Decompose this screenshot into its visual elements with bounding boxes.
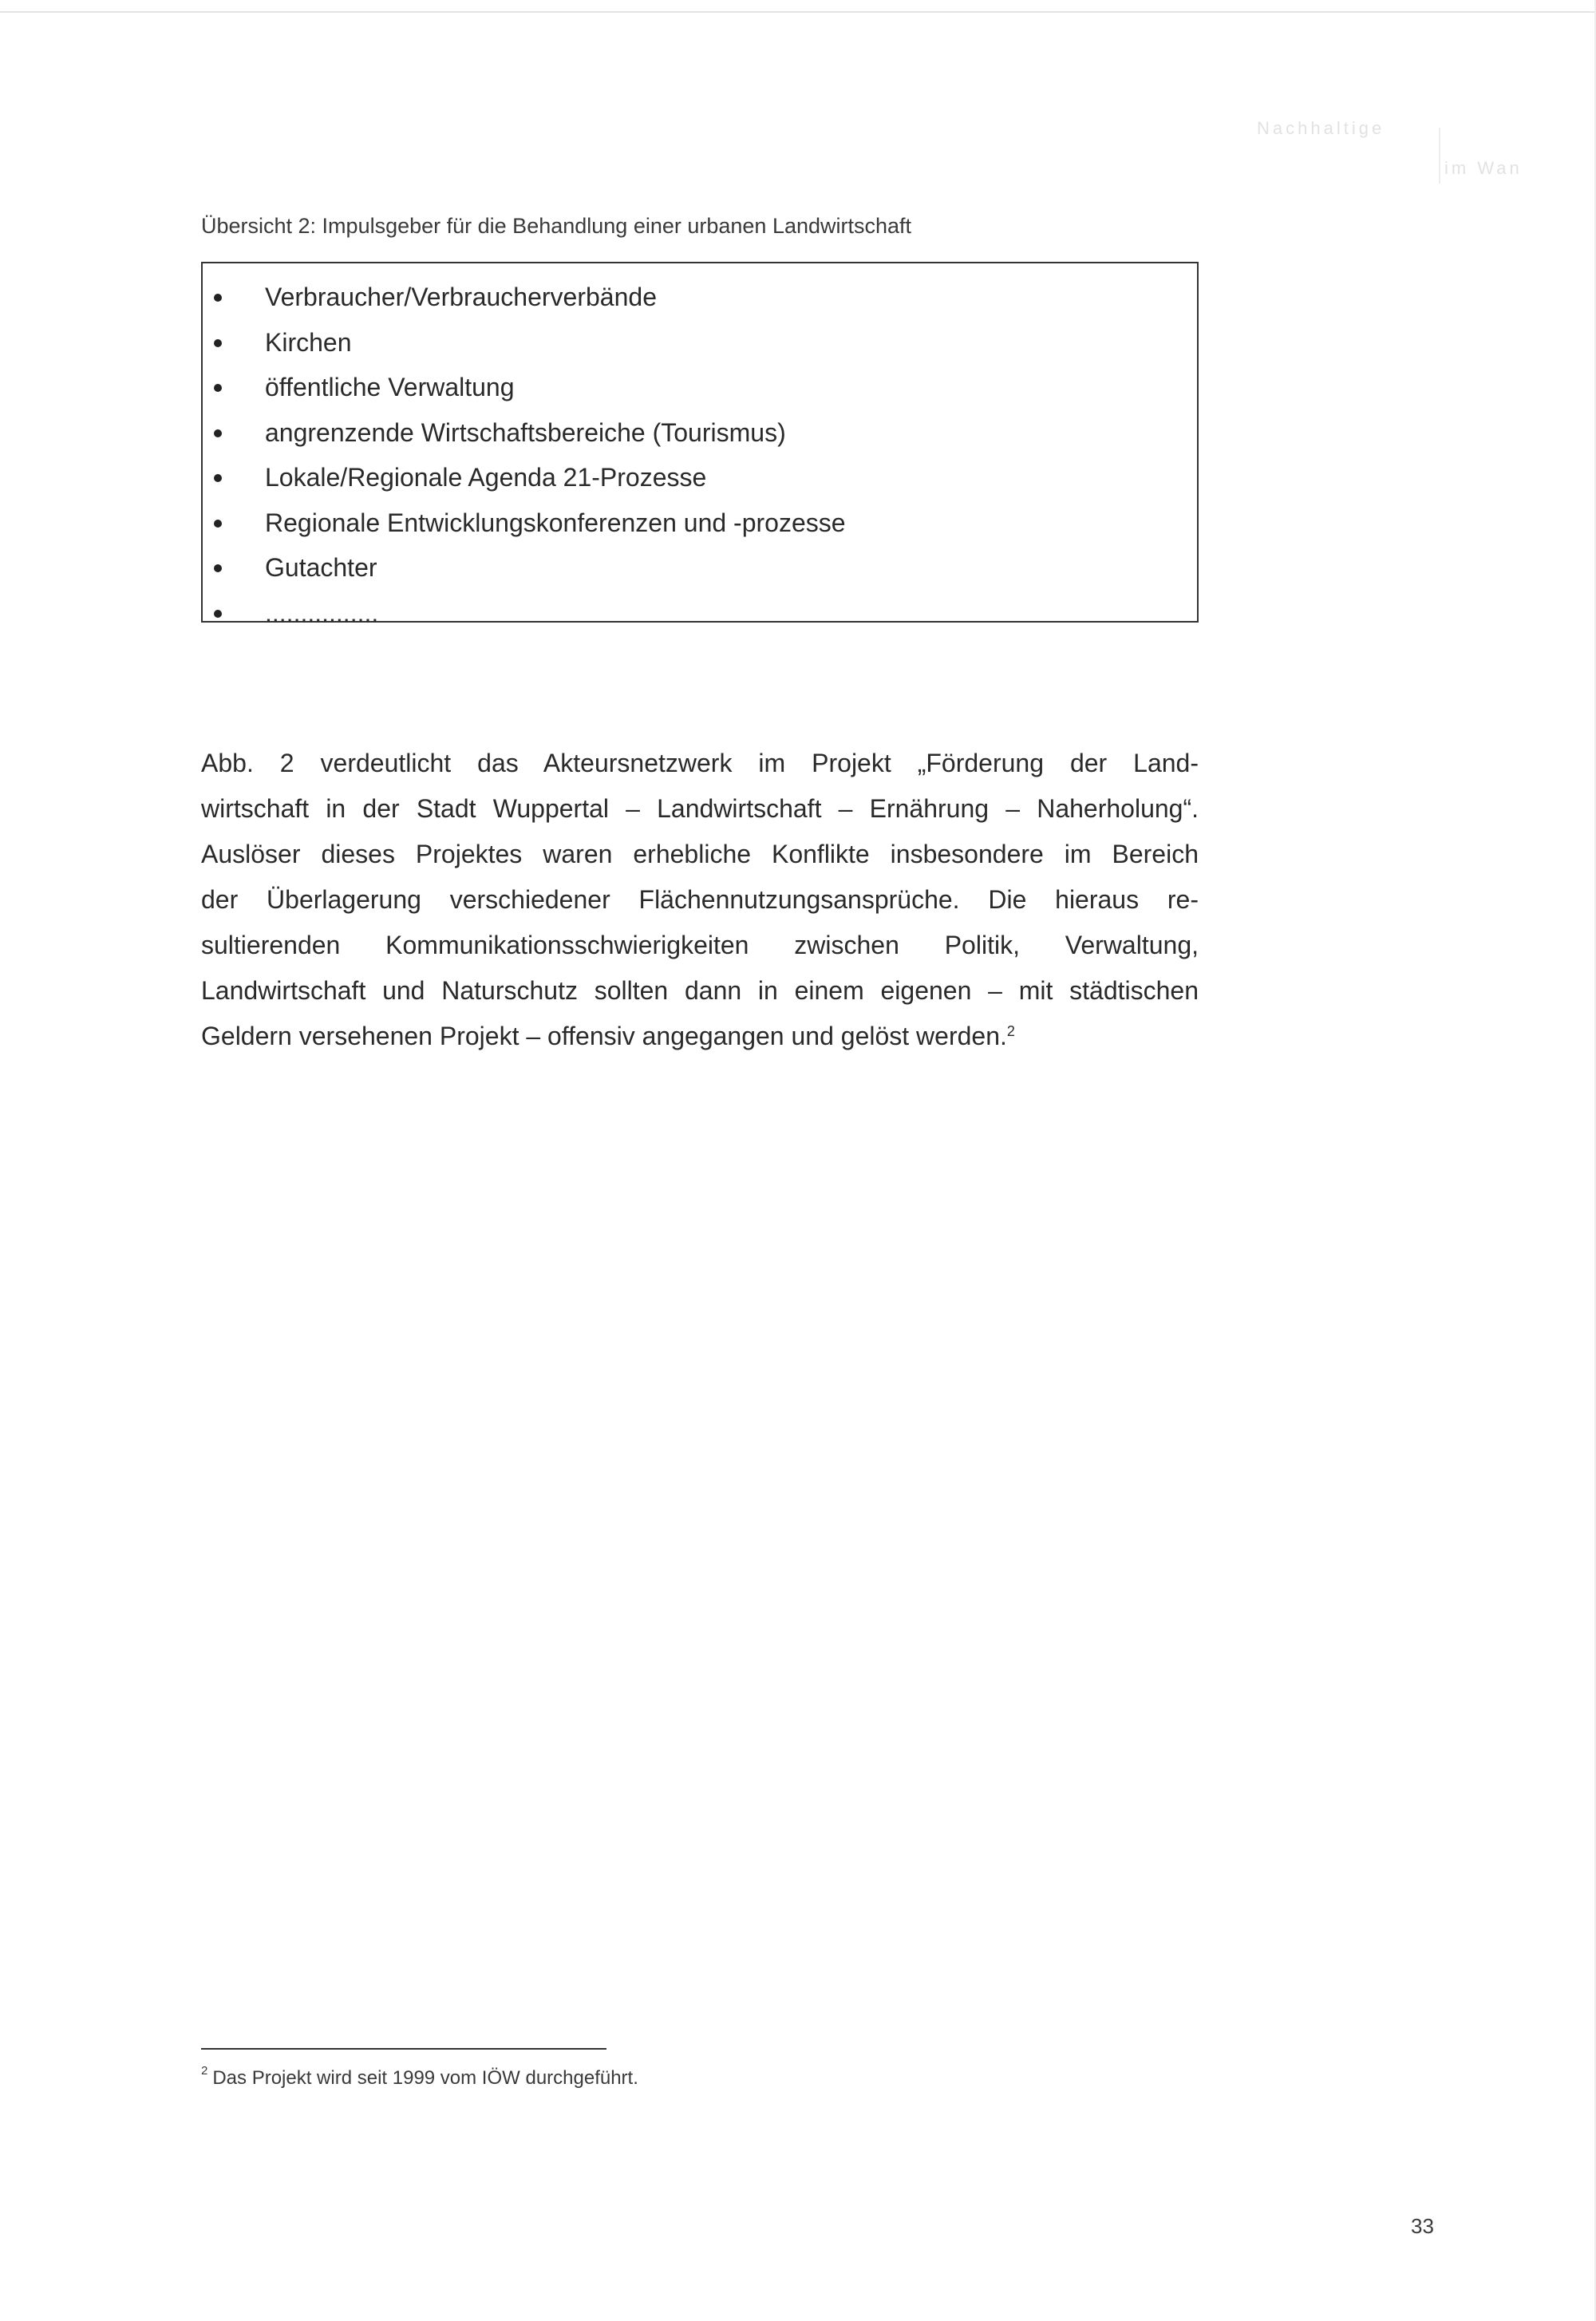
list-item bbox=[203, 500, 1197, 546]
faint-header-line-1: Nachhaltige bbox=[1257, 118, 1385, 138]
list-item-text: öffentliche Verwaltung bbox=[265, 373, 515, 401]
bullet-icon bbox=[214, 339, 222, 347]
faint-header-divider bbox=[1439, 128, 1440, 184]
list-item-text: Regionale Entwicklungskonferenzen und -prozesse bbox=[265, 508, 846, 537]
list-item-text: Lokale/Regionale Agenda 21-Prozesse bbox=[265, 463, 707, 492]
footnote-reference[interactable]: 2 bbox=[1006, 1023, 1015, 1039]
bullet-icon bbox=[214, 610, 222, 618]
body-paragraph bbox=[201, 741, 1199, 1059]
bullet-icon bbox=[214, 384, 222, 392]
bullet-icon bbox=[214, 429, 222, 437]
impulse-list-box bbox=[201, 262, 1199, 627]
bullet-icon bbox=[214, 474, 222, 482]
impulse-list bbox=[203, 275, 1197, 635]
footnote-text: Das Projekt wird seit 1999 vom IÖW durchgeführt. bbox=[212, 2067, 638, 2089]
bullet-icon bbox=[214, 520, 222, 528]
footnote-divider bbox=[201, 2048, 606, 2050]
list-item-text: ................ bbox=[265, 598, 379, 627]
list-item bbox=[203, 365, 1197, 410]
list-item bbox=[203, 410, 1197, 456]
footnote-marker: 2 bbox=[201, 2064, 208, 2078]
footnote bbox=[201, 2064, 638, 2090]
list-item bbox=[203, 275, 1197, 320]
paragraph-line: Auslöser dieses Projektes waren erhebliche Konflikte insbesondere im Bereich bbox=[201, 840, 1199, 868]
bullet-icon bbox=[214, 564, 222, 572]
faint-header-line-2: im Wan bbox=[1444, 158, 1523, 178]
list-item bbox=[203, 455, 1197, 500]
list-item bbox=[203, 591, 1197, 636]
bullet-icon bbox=[214, 294, 222, 302]
list-item-text: Gutachter bbox=[265, 553, 377, 582]
list-item-text: Kirchen bbox=[265, 327, 352, 357]
list-item-text: angrenzende Wirtschaftsbereiche (Tourismus) bbox=[265, 417, 786, 447]
paragraph-line: sultierenden Kommunikationsschwierigkeiten zwischen Politik, Verwaltung, bbox=[201, 931, 1199, 959]
list-item bbox=[203, 545, 1197, 591]
overview-caption: Übersicht 2: Impulsgeber für die Behandlung einer urbanen Landwirtschaft bbox=[201, 214, 912, 238]
paragraph-line: Abb. 2 verdeutlicht das Akteursnetzwerk im Projekt „Förderung der Land- bbox=[201, 749, 1199, 777]
page-number: 33 bbox=[1411, 2214, 1434, 2238]
list-item-text: Verbraucher/Verbraucherverbände bbox=[265, 283, 657, 311]
paragraph-line: der Überlagerung verschiedener Flächennutzungsansprüche. Die hieraus re- bbox=[201, 885, 1199, 914]
paragraph-line: Landwirtschaft und Naturschutz sollten dann in einem eigenen – mit städtischen bbox=[201, 976, 1199, 1005]
list-item bbox=[203, 320, 1197, 366]
paragraph-line: Geldern versehenen Projekt – offensiv angegangen und gelöst werden. bbox=[201, 1022, 1007, 1050]
paragraph-line: wirtschaft in der Stadt Wuppertal – Landwirtschaft – Ernährung – Naherholung“. bbox=[201, 794, 1199, 823]
paragraph-last-line bbox=[201, 1014, 1199, 1059]
scan-top-edge bbox=[0, 11, 1596, 13]
